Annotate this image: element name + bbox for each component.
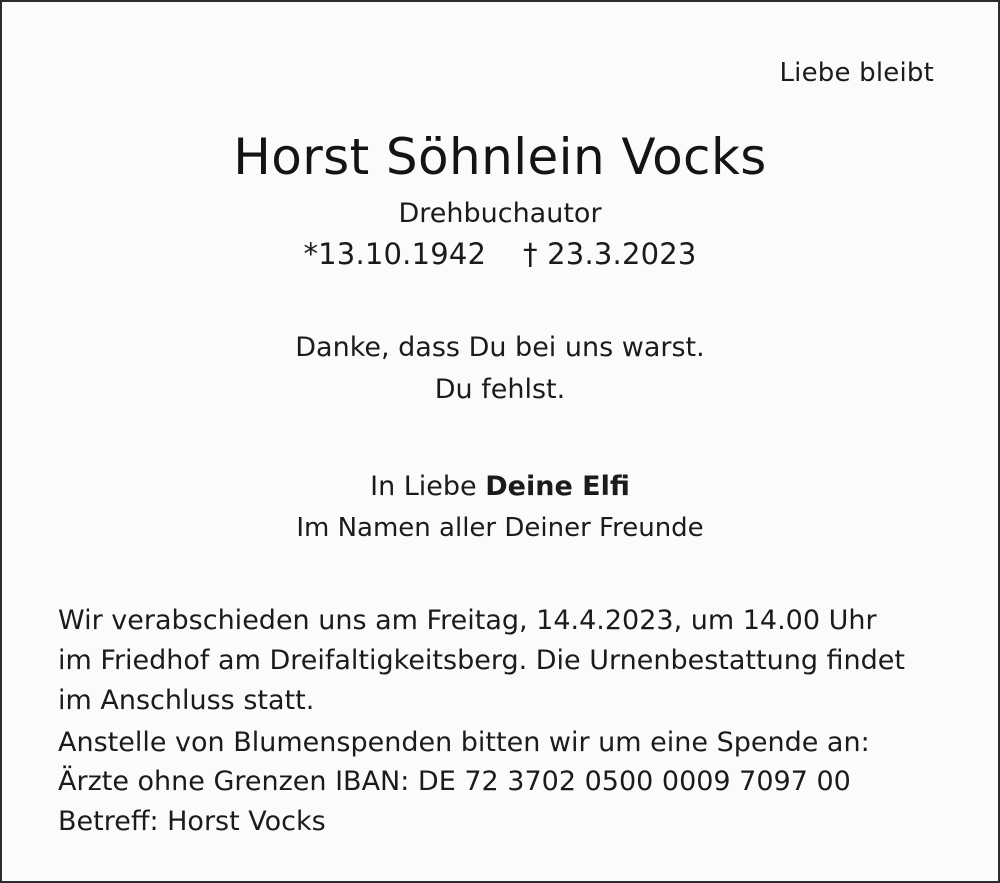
bottom-spacer <box>58 842 942 851</box>
deceased-profession: Drehbuchautor <box>398 198 602 229</box>
detail-line: Anstelle von Blumenspenden bitten wir um eine Spende an: <box>58 726 870 758</box>
signature-line <box>58 465 942 508</box>
detail-line: im Friedhof am Dreifaltigkeitsberg. Die Urnenbestattung findet <box>58 645 905 677</box>
signature-subtitle: Im Namen aller Deiner Freunde <box>296 512 704 543</box>
signature-block <box>58 465 942 550</box>
detail-line: Wir verabschieden uns am Freitag, 14.4.2023, um 14.00 Uhr <box>58 605 877 637</box>
life-dates <box>58 237 942 271</box>
death-date: † 23.3.2023 <box>523 237 697 271</box>
ceremony-details <box>58 601 942 841</box>
thanks-message <box>58 327 942 411</box>
birth-date: *13.10.1942 <box>303 237 487 271</box>
donation-iban-line: Ärzte ohne Grenzen IBAN: DE 72 3702 0500 0009 7097 00 <box>58 766 851 798</box>
donation-reference-line: Betreff: Horst Vocks <box>58 805 326 837</box>
detail-line: im Anschluss statt. <box>58 684 315 716</box>
thanks-line-2: Du fehlst. <box>434 373 566 405</box>
signature-name: Deine Elfi <box>485 470 630 502</box>
motto-text: Liebe bleibt <box>779 58 934 88</box>
signature-prefix: In Liebe <box>370 470 486 502</box>
thanks-line-1: Danke, dass Du bei uns warst. <box>295 332 705 363</box>
deceased-name: Horst Söhnlein Vocks <box>233 128 767 186</box>
